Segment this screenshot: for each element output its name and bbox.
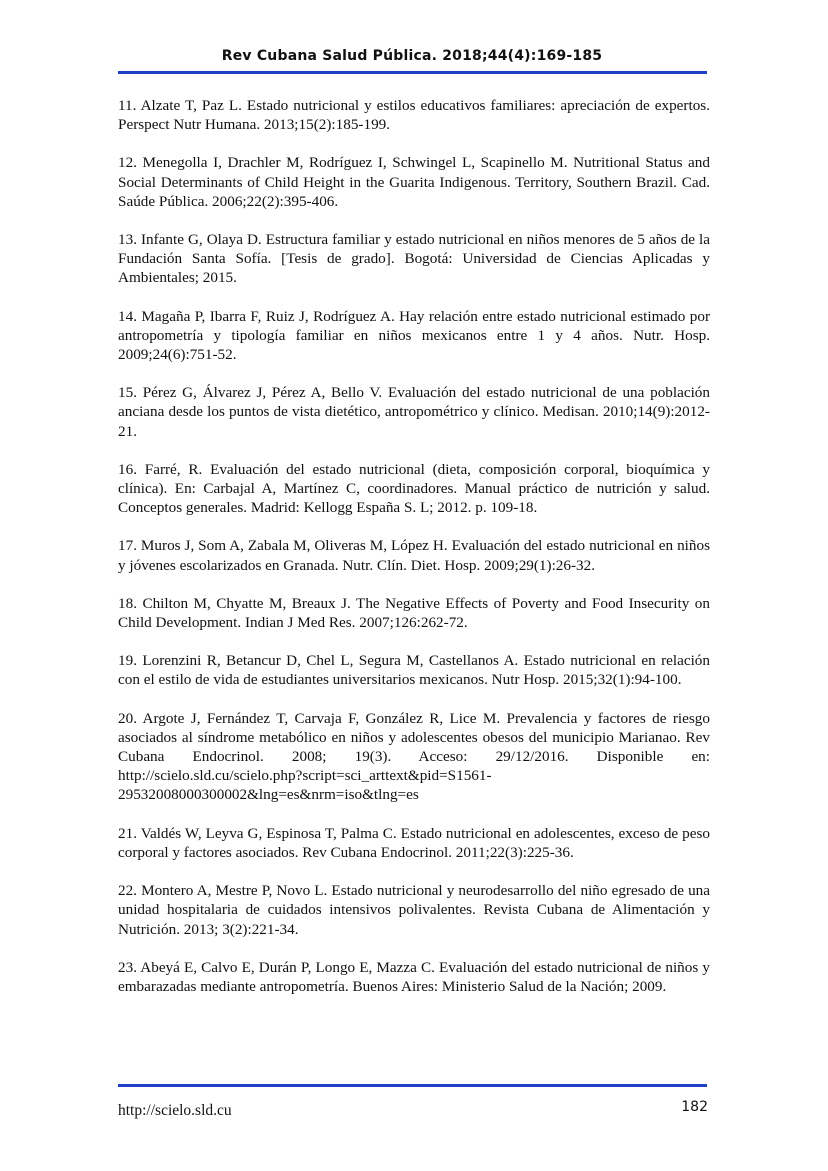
reference-item-21: 21. Valdés W, Leyva G, Espinosa T, Palma C. Estado nutricional en adolescentes, exceso de peso corporal y factores asociados. Rev Cubana Endocrinol. 2011;22(3):225-36. <box>118 824 710 861</box>
reference-item-19: 19. Lorenzini R, Betancur D, Chel L, Segura M, Castellanos A. Estado nutricional en relación con el estilo de vida de estudiantes universitarios mexicanos. Nutr Hosp. 2015;32(1):94-100. <box>118 652 710 689</box>
reference-item-22: 22. Montero A, Mestre P, Novo L. Estado nutricional y neurodesarrollo del niño egresado de una unidad hospitalaria de cuidados intensivos polivalentes. Revista Cubana de Alimentación y Nutrición. 2013; 3(2):221-34. <box>118 882 710 938</box>
reference-item-16: 16. Farré, R. Evaluación del estado nutricional (dieta, composición corporal, bioquímica y clínica). En: Carbajal A, Martínez C, coordinadores. Manual práctico de nutrición y salud. Conceptos generales. Madrid: Kellogg España S. L; 2012. p. 109-18. <box>118 460 710 517</box>
reference-list <box>118 96 710 1015</box>
journal-header-title: Rev Cubana Salud Pública. 2018;44(4):169-185 <box>221 48 603 64</box>
reference-item-23: 23. Abeyá E, Calvo E, Durán P, Longo E, Mazza C. Evaluación del estado nutricional de niños y embarazadas mediante antropometría. Buenos Aires: Ministerio Salud de la Nación; 2009. <box>118 958 710 995</box>
reference-item-11: 11. Alzate T, Paz L. Estado nutricional y estilos educativos familiares: apreciación de expertos. Perspect Nutr Humana. 2013;15(2):185-199. <box>118 97 710 134</box>
footer-url-link[interactable]: http://scielo.sld.cu <box>118 1102 232 1119</box>
reference-item-17: 17. Muros J, Som A, Zabala M, Oliveras M, López H. Evaluación del estado nutricional en niños y jóvenes escolarizados en Granada. Nutr. Clín. Diet. Hosp. 2009;29(1):26-32. <box>118 537 710 574</box>
reference-item-14: 14. Magaña P, Ibarra F, Ruiz J, Rodríguez A. Hay relación entre estado nutricional estimado por antropometría y tipología familiar en niños mexicanos entre 1 y 4 años. Nutr. Hosp. 2009;24(6):751-52. <box>118 307 710 364</box>
reference-item-18: 18. Chilton M, Chyatte M, Breaux J. The Negative Effects of Poverty and Food Insecurity on Child Development. Indian J Med Res. 2007;126:262-72. <box>118 594 710 632</box>
header-rule <box>118 71 707 74</box>
reference-item-13: 13. Infante G, Olaya D. Estructura familiar y estado nutricional en niños menores de 5 años de la Fundación Santa Sofía. [Tesis de grado]. Bogotá: Universidad de Ciencias Aplicadas y Ambientales; 2015. <box>118 231 710 287</box>
reference-item-12: 12. Menegolla I, Drachler M, Rodríguez I, Schwingel L, Scapinello M. Nutritional Status and Social Determinants of Child Height in the Guarita Indigenous. Territory, Southern Brazil. Cad. Saúde Pública. 2006;22(2):395-406. <box>118 154 710 210</box>
page-number: 182 <box>681 1099 708 1115</box>
reference-item-20: 20. Argote J, Fernández T, Carvaja F, González R, Lice M. Prevalencia y factores de riesgo asociados al síndrome metabólico en niños y adolescentes obesos del municipio Marianao. Rev Cubana Endocrinol. 2008; 19(3). Acceso: 29/12/2016. Disponible en: http://scielo.sld.cu/scielo.php?script=sci_arttext&pid=S1561-29532008000300002&lng=es&nrm=iso&tlng=es <box>118 709 710 804</box>
reference-item-15: 15. Pérez G, Álvarez J, Pérez A, Bello V. Evaluación del estado nutricional de una población anciana desde los puntos de vista dietético, antropométrico y clínico. Medisan. 2010;14(9):2012-21. <box>118 384 710 440</box>
footer-rule <box>118 1084 707 1087</box>
